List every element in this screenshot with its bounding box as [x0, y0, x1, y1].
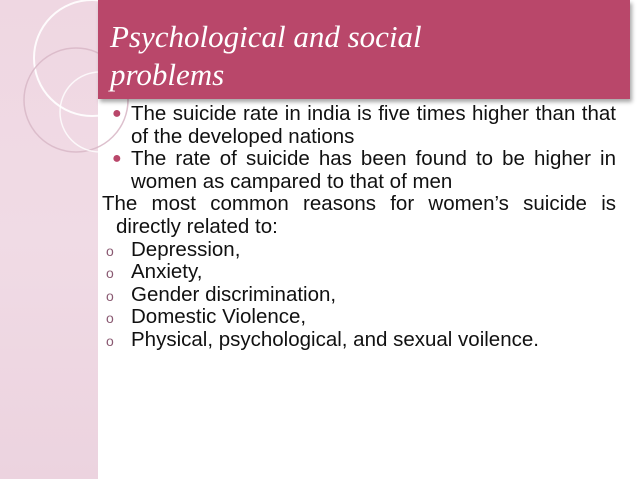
sub-item-text: Gender discrimination, [131, 282, 337, 306]
sub-list-item [106, 282, 616, 307]
sub-list-item [106, 237, 616, 262]
sub-item-text: Physical, psychological, and sexual voilence. [131, 327, 539, 351]
bullet-text: The rate of suicide has been found to be higher in women as campared to that of men [131, 147, 616, 193]
sub-list-item [106, 327, 616, 352]
sub-item-text: Depression, [131, 237, 241, 261]
bullet-text: The suicide rate in india is five times higher than that of the developed nations [131, 102, 616, 148]
circle-marker-icon: o [106, 265, 114, 282]
circle-marker-icon: o [106, 332, 114, 349]
paragraph [102, 193, 616, 238]
bullet-item [112, 148, 616, 193]
circle-marker-icon: o [106, 287, 114, 304]
sub-list-item [106, 260, 616, 284]
bullet-item [112, 103, 616, 148]
slide-content [102, 102, 616, 352]
circle-marker-icon: o [106, 242, 114, 259]
slide-title-line-1: Psychological and social [110, 19, 422, 54]
slide-title [110, 18, 610, 94]
sub-item-text: Domestic Violence, [131, 305, 307, 329]
bullet-marker-icon: ● [112, 150, 122, 168]
paragraph-text: The most common reasons for women’s suicide is directly related to: [102, 192, 616, 238]
sub-list-item [106, 305, 616, 329]
sub-item-text: Anxiety, [131, 260, 203, 284]
circle-marker-icon: o [106, 310, 114, 327]
slide-title-line-2: problems [110, 57, 225, 92]
bullet-marker-icon: ● [112, 105, 122, 122]
